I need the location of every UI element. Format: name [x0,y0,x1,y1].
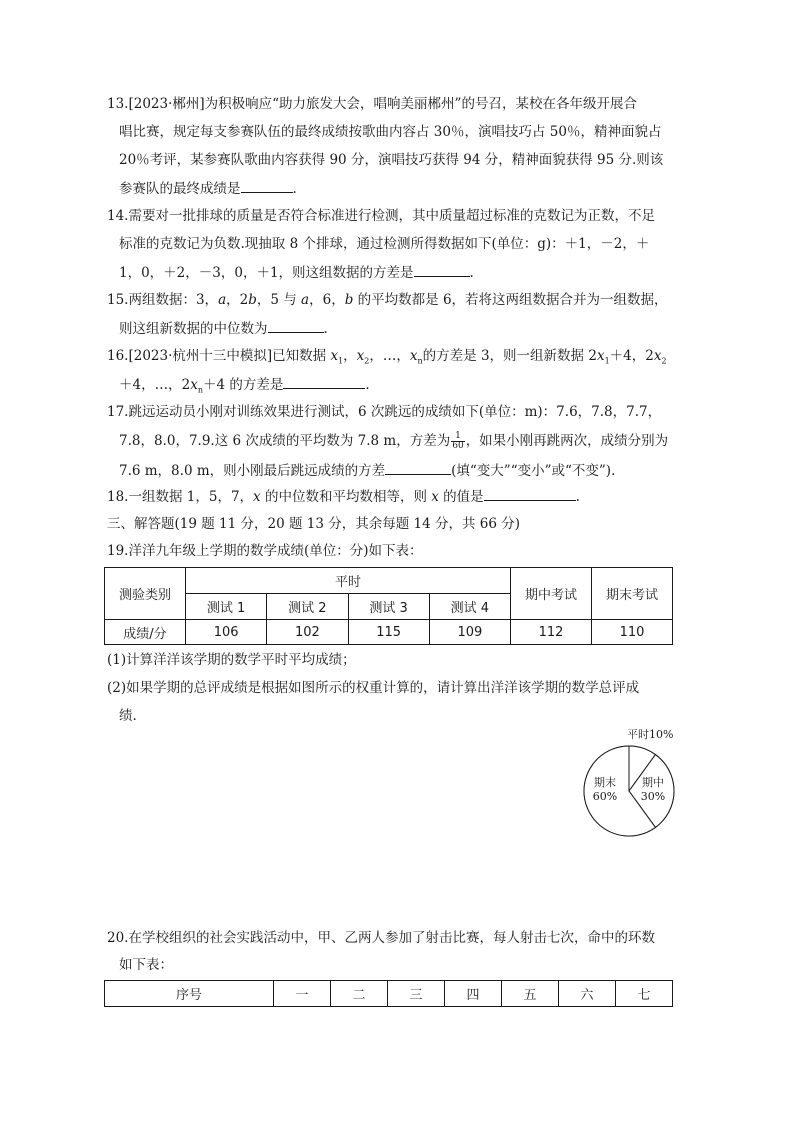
answer-blank [484,488,576,501]
pie-label-regular: 平时10% [627,728,674,741]
score-cell: 115 [348,620,429,645]
q17-line2-a: 7.8，8.0，7.9.这 6 次成绩的平均数为 7.8 m，方差为 [119,433,451,449]
q16-text-2: 的方差是 3，则一组新数据 2 [422,348,597,364]
fraction [451,432,464,451]
var-x: x [356,348,365,364]
q15-line1 [107,292,668,308]
q18-end: . [575,489,580,505]
q17-line3-b: (填“变大”“变小”或“不变”). [451,463,616,479]
category-header: 测验类别 [105,568,186,620]
answer-blank [283,376,365,389]
q17-line2-b: ，如果小刚再跳两次，成绩分别为 [465,433,669,449]
score-cell: 106 [186,620,267,645]
q14-line3-end: . [469,265,474,281]
pie-label-name: 期中 [642,776,664,789]
q19-part1: (1)计算洋洋该学期的数学平时平均成绩； [107,652,356,668]
q18-line1 [107,488,580,505]
index-header: 序号 [105,981,274,1007]
fraction-numerator: 1 [451,432,464,442]
q17-line1: 17.跳远运动员小刚对训练效果进行测试，6 次跳远的成绩如下(单位：m)：7.6，7.8，7.7， [107,404,662,420]
q13-line4 [119,180,297,197]
var-x: x [190,377,198,393]
q20-shooting-table [104,980,673,1007]
answer-blank [268,320,324,333]
q19-score-table [104,567,673,645]
q18-text-c: 的值是 [438,489,484,505]
weight-pie-chart [580,725,690,840]
q19-stem: 19.洋洋九年级上学期的数学成绩(单位：分)如下表： [107,543,423,559]
q17-line2 [119,432,668,451]
subscript: 1 [604,356,610,366]
q16-text-1: 16.[2023·杭州十三中模拟]已知数据 [107,348,331,364]
q16-line2-a: ＋4，…，2 [119,377,191,393]
column-header: 六 [559,981,616,1007]
var-a: a [301,292,310,308]
final-header: 期末考试 [592,568,673,620]
subscript: 1 [338,356,344,366]
q13-line4-end: . [292,181,297,197]
q15-text-d: ，6， [309,292,345,308]
score-cell: 102 [267,620,348,645]
q16-line2-end: . [365,377,370,393]
group-header-regular: 平时 [186,568,511,594]
q15-text-e: 的平均数都是 6，若将这两组数据合并为一组数据， [353,292,668,308]
q16-sep: ， [343,348,357,364]
var-x: x [653,348,662,364]
var-x: x [253,489,261,505]
q13-line3: 20％考评，某参赛队歌曲内容获得 90 分，演唱技巧获得 94 分，精神面貌获得 95 分.则该 [119,152,664,168]
pie-label-percent: 30% [640,790,666,803]
column-header: 二 [331,981,388,1007]
var-x: x [409,348,418,364]
q14-line3-text: 1，0，＋2，－3，0，＋1，则这组数据的方差是 [119,265,414,281]
score-cell: 110 [592,620,673,645]
test-header: 测试 2 [267,594,348,620]
score-cell: 112 [511,620,592,645]
fraction-denominator: 60 [452,441,464,451]
q14-line2: 标准的克数记为负数.现抽取 8 个排球，通过检测所得数据如下(单位：g)：＋1，－2，＋ [119,236,650,252]
q15-text-b: ，2 [226,292,249,308]
var-x: x [330,348,339,364]
var-b: b [344,292,354,308]
q16-line2 [119,376,370,399]
column-header: 一 [274,981,331,1007]
q17-line3 [119,462,615,479]
answer-blank [241,180,293,193]
q17-line3-a: 7.6 m，8.0 m，则小刚最后跳远成绩的方差 [119,463,386,479]
answer-blank [414,264,470,277]
answer-blank [385,462,451,475]
q19-part2-line2: 绩. [119,708,137,724]
q13-line2: 唱比赛，规定每支参赛队伍的最终成绩按歌曲内容占 30％，演唱技巧占 50％，精神面貌占 [119,124,662,140]
q15-line2-text: 则这组新数据的中位数为 [119,321,268,337]
var-x: x [596,348,605,364]
q15-text-c: ，5 与 [256,292,302,308]
q18-text-b: 的中位数和平均数相等，则 [260,489,432,505]
q19-part2-line1: (2)如果学期的总评成绩是根据如图所示的权重计算的，请计算出洋洋该学期的数学总评成 [107,680,640,696]
subscript: n [417,356,423,366]
test-header: 测试 1 [186,594,267,620]
q14-line1: 14.需要对一批排球的质量是否符合标准进行检测，其中质量超过标准的克数记为正数，不足 [107,208,655,224]
q20-line2: 如下表： [119,957,173,973]
q15-line2 [119,320,328,337]
subscript: n [197,385,203,395]
q16-sep: ，…， [369,348,410,364]
var-a: a [218,292,227,308]
column-header: 三 [388,981,445,1007]
column-header: 七 [616,981,673,1007]
q16-line2-b: ＋4 的方差是 [202,377,284,393]
test-header: 测试 3 [348,594,429,620]
column-header: 四 [445,981,502,1007]
q16-line1 [107,348,667,370]
column-header: 五 [502,981,559,1007]
subscript: 2 [661,356,667,366]
test-header: 测试 4 [429,594,510,620]
pie-label-name: 期末 [594,776,616,789]
q20-line1: 20.在学校组织的社会实践活动中，甲、乙两人参加了射击比赛，每人射击七次，命中的环数 [107,930,655,946]
row-label: 成绩/分 [105,620,186,645]
q18-text-a: 18.一组数据 1，5，7， [107,489,254,505]
midterm-header: 期中考试 [511,568,592,620]
var-b: b [248,292,257,308]
section-heading: 三、解答题(19 题 11 分，20 题 13 分，其余每题 14 分，共 66 分) [107,516,521,532]
q16-text-3: ＋4，2 [609,348,654,364]
q15-line2-end: . [323,321,328,337]
pie-label-percent: 60% [592,790,618,803]
score-cell: 109 [429,620,510,645]
q13-line4-text: 参赛队的最终成绩是 [119,181,241,197]
q14-line3 [119,264,474,281]
q13-line1: 13.[2023·郴州]为积极响应“助力旅发大会，唱响美丽郴州”的号召，某校在各年级开展合 [107,96,637,112]
subscript: 2 [364,356,370,366]
q15-text-a: 15.两组数据：3， [107,292,219,308]
var-x: x [431,489,439,505]
